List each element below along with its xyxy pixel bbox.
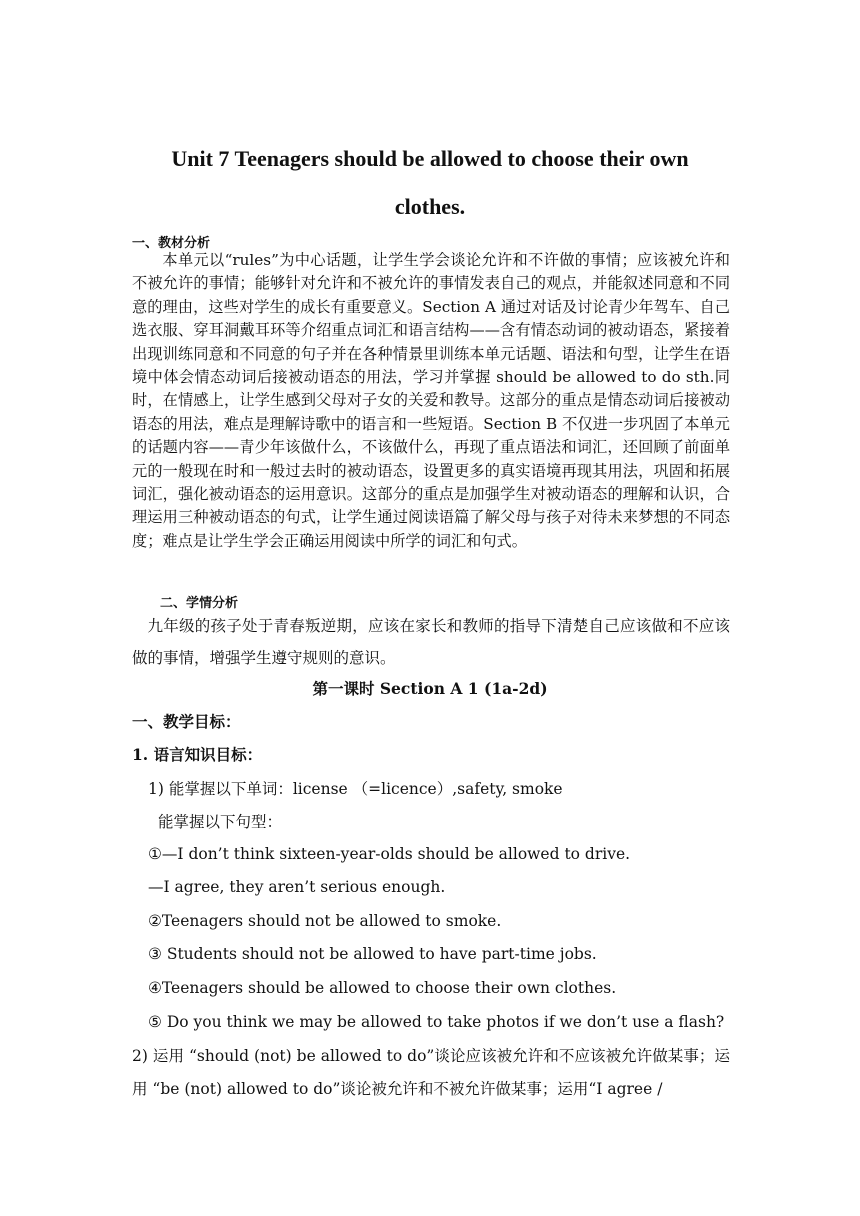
teaching-goals-heading: 一、教学目标： bbox=[132, 712, 241, 731]
usage-paragraph: 2) 运用 “should (not) be allowed to do”谈论应该被允许和不应该被允许做某事；运用 “be (not) allowed to do”谈论被允许和不被允许做某事；运用“I agree / bbox=[132, 1047, 730, 1098]
lesson-title: 第一课时 Section A 1 (1a-2d) bbox=[312, 679, 548, 698]
section-heading-textbook-analysis: 一、教材分析 bbox=[132, 236, 211, 251]
vocabulary-line: 1) 能掌握以下单词：license （=licence）,safety, smoke bbox=[148, 780, 563, 798]
language-knowledge-heading: 1. 语言知识目标： bbox=[132, 745, 263, 764]
student-analysis-paragraph: 九年级的孩子处于青春叛逆期，应该在家长和教师的指导下清楚自己应该做和不应该做的事情，增强学生遵守规则的意识。 bbox=[132, 617, 730, 667]
sentence-item: ⑤ Do you think we may be allowed to take photos if we don’t use a flash? bbox=[148, 1013, 725, 1031]
section-heading-student-analysis: 二、学情分析 bbox=[160, 596, 239, 611]
sentence-item: ④Teenagers should be allowed to choose their own clothes. bbox=[148, 979, 617, 997]
document-title-line2: clothes. bbox=[394, 194, 466, 219]
document-title-line1: Unit 7 Teenagers should be allowed to choose their own bbox=[171, 146, 689, 171]
textbook-analysis-paragraph: 本单元以“rules”为中心话题，让学生学会谈论允许和不许做的事情；应该被允许和不被允许的事情；能够针对允许和不被允许的事情发表自己的观点，并能叙述同意和不同意的理由，这些对学生的成长有重要意义。Section A 通过对话及讨论青少年驾车、自己选衣服、穿耳洞戴耳环等介绍重点词汇和语言结构——含有情态动词的被动语态，紧接着出现训练同意和不同意的句子并在各种情景里训练本单元话题、语法和句型，让学生在语境中体会情态动词后接被动语态的用法，学习并掌握 should be allowed to do sth.同时，在情感上，让学生感到父母对子女的关爱和教导。这部分的重点是情态动词后接被动语态的用法，难点是理解诗歌中的语言和一些短语。Section B 不仅进一步巩固了本单元的话题内容——青少年该做什么，不该做什么，再现了重点语法和词汇，还回顾了前面单元的一般现在时和一般过去时的被动语态，设置更多的真实语境再现其用法，巩固和拓展词汇，强化被动语态的运用意识。这部分的重点是加强学生对被动语态的理解和认识，合理运用三种被动语态的句式，让学生通过阅读语篇了解父母与孩子对待未来梦想的不同态度；难点是让学生学会正确运用阅读中所学的词汇和句式。 bbox=[132, 251, 730, 550]
sentence-item: —I agree, they aren’t serious enough. bbox=[148, 878, 446, 896]
sentence-patterns-intro: 能掌握以下句型： bbox=[158, 813, 283, 831]
sentence-item: ③ Students should not be allowed to have part-time jobs. bbox=[148, 945, 597, 963]
sentence-item: ②Teenagers should not be allowed to smoke. bbox=[148, 912, 502, 930]
sentence-item: ①—I don’t think sixteen-year-olds should be allowed to drive. bbox=[148, 845, 631, 863]
